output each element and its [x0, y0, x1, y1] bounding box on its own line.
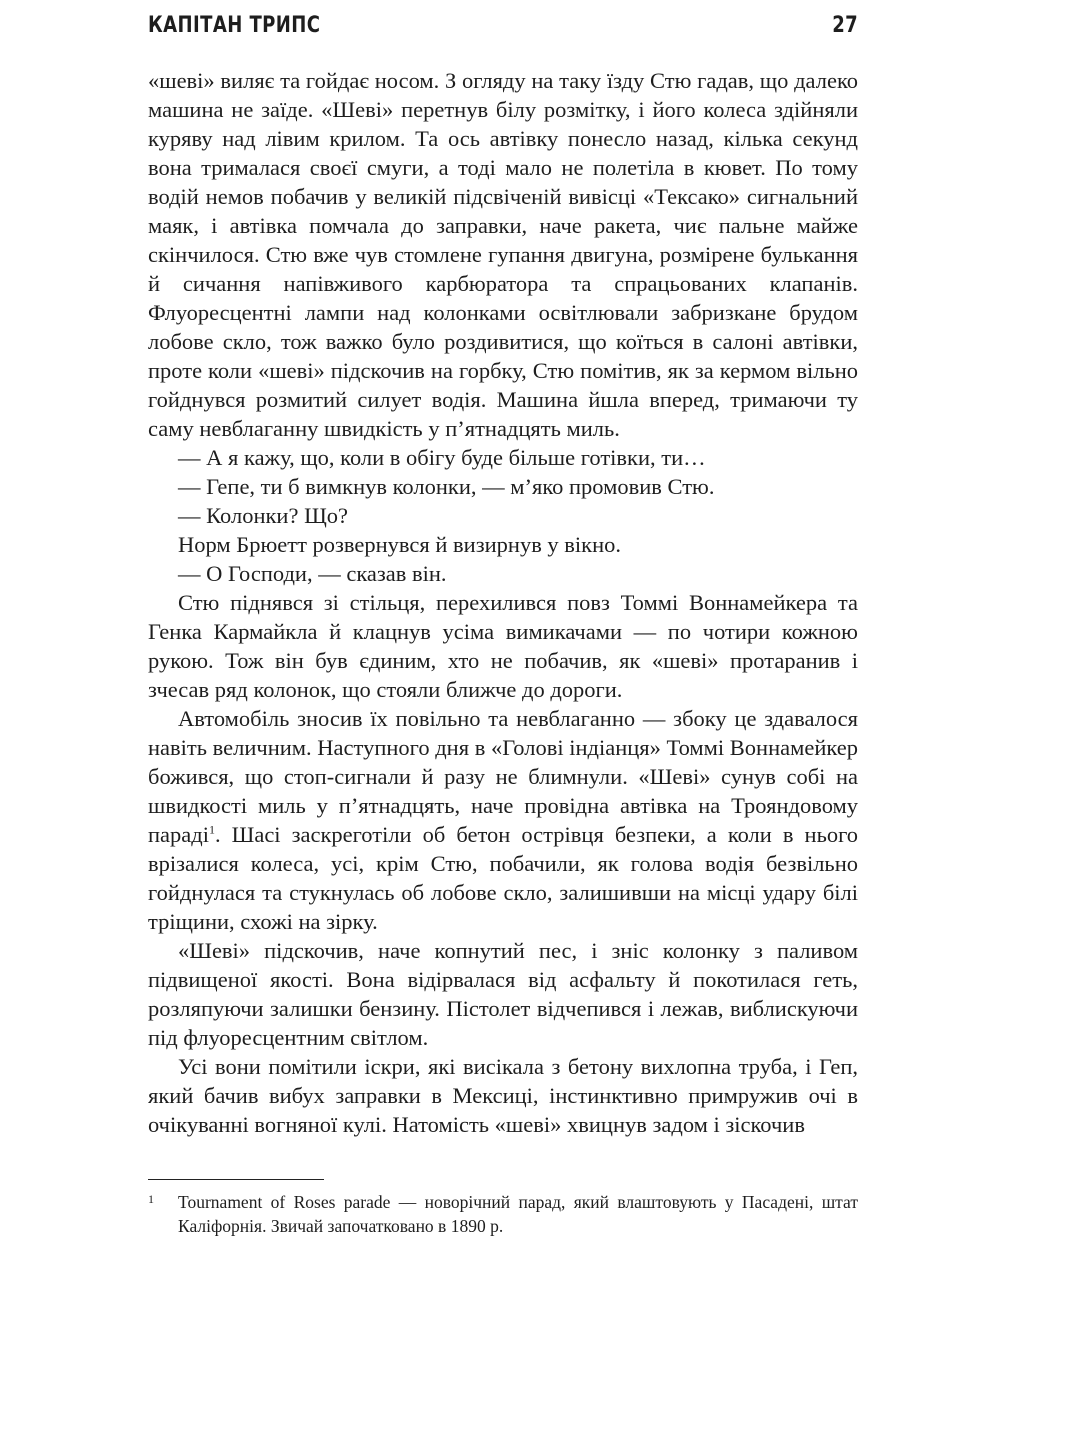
footnote-reference[interactable]: 1 [208, 822, 215, 837]
paragraph: Усі вони помітили іскри, які висікала з бетону вихлопна труба, і Геп, який бачив вибух заправки в Мексиці, інстинктивно примружив очі в очікуванні вогняної кулі. Натомість «шеві» хвицнув задом і зіскочив [148, 1054, 858, 1137]
page-number: 27 [832, 12, 859, 38]
footnote-divider [148, 1179, 324, 1180]
paragraph: — Колонки? Що? [178, 503, 349, 528]
paragraph: — О Господи, — сказав він. [178, 561, 447, 586]
paragraph-text: . Шасі заскреготіли об бетон острівця безпеки, а коли в нього врізалися колеса, усі, крім Стю, побачили, як голова водія безвільно гойднулася та стукнулась об лобове скло, залишивши на місці удару білі тріщини, схожі на зірку. [148, 822, 858, 934]
paragraph: «Шеві» підскочив, наче копнутий пес, і зніс колонку з паливом підвищеної якості. Вона відірвалася від асфальту й покотилася геть, розляпуючи залишки бензину. Пістолет відчепився і лежав, виблискуючи під флуоресцентним світлом. [148, 938, 858, 1050]
paragraph: — А я кажу, що, коли в обігу буде більше готівки, ти… [178, 445, 706, 470]
footnote-mark: 1 [148, 1192, 154, 1206]
running-header [148, 10, 858, 40]
paragraph: Норм Брюетт розвернувся й визирнув у вікно. [178, 532, 622, 557]
paragraph-text: Автомобіль зносив їх повільно та невблаганно — збоку це здавалося навіть величним. Наступного дня в «Голові індіанця» Томмі Воннамейкер божився, що стоп-сигнали й разу не блимнули. «Шеві» сунув собі на швидкості миль у п’ятнадцять, наче провідна автівка на Трояндовому параді [148, 706, 858, 847]
paragraph [148, 704, 858, 936]
paragraph: «шеві» виляє та гойдає носом. З огляду на таку їзду Стю гадав, що далеко машина не заїде. «Шеві» перетнув білу розмітку, і його колеса здійняли куряву над лівим крилом. Та ось автівку понесло назад, кілька секунд вона трималася своєї смуги, а тоді мало не полетіла в кювет. По тому водій немов побачив у великій підсвіченій вивісці «Тексако» сигнальний маяк, і автівка помчала до заправки, наче ракета, чиє пальне майже скінчилося. Стю вже чув стомлене гупання двигуна, розмірене булькання й сичання напівживого карбюратора та спрацьованих клапанів. Флуоресцентні лампи над колонками освітлювали забризкане брудом лобове скло, тож важко було роздивитися, що коїться в салоні автівки, проте коли «шеві» підскочив на горбку, Стю помітив, як за кермом вільно гойднувся розмитий силует водія. Машина йшла вперед, тримаючи ту саму невблаганну швидкість у п’ятнадцять миль. [148, 68, 858, 441]
paragraph: Стю піднявся зі стільця, перехилився повз Томмі Воннамейкера та Генка Кармайкла й клацнув усіма вимикачами — по чотири кожною рукою. Тож він був єдиним, хто не побачив, як «шеві» протаранив і зчесав ряд колонок, що стояли ближче до дороги. [148, 590, 858, 702]
footnote [148, 1190, 858, 1238]
paragraph: — Гепе, ти б вимкнув колонки, — м’яко промовив Стю. [178, 474, 715, 499]
main-text [148, 66, 858, 1139]
chapter-title: КАПІТАН ТРИПС [148, 12, 321, 38]
footnote-text: Tournament of Roses parade — новорічний парад, який влаштовують у Пасадені, штат Каліфорнія. Звичай започатковано в 1890 р. [178, 1192, 858, 1236]
